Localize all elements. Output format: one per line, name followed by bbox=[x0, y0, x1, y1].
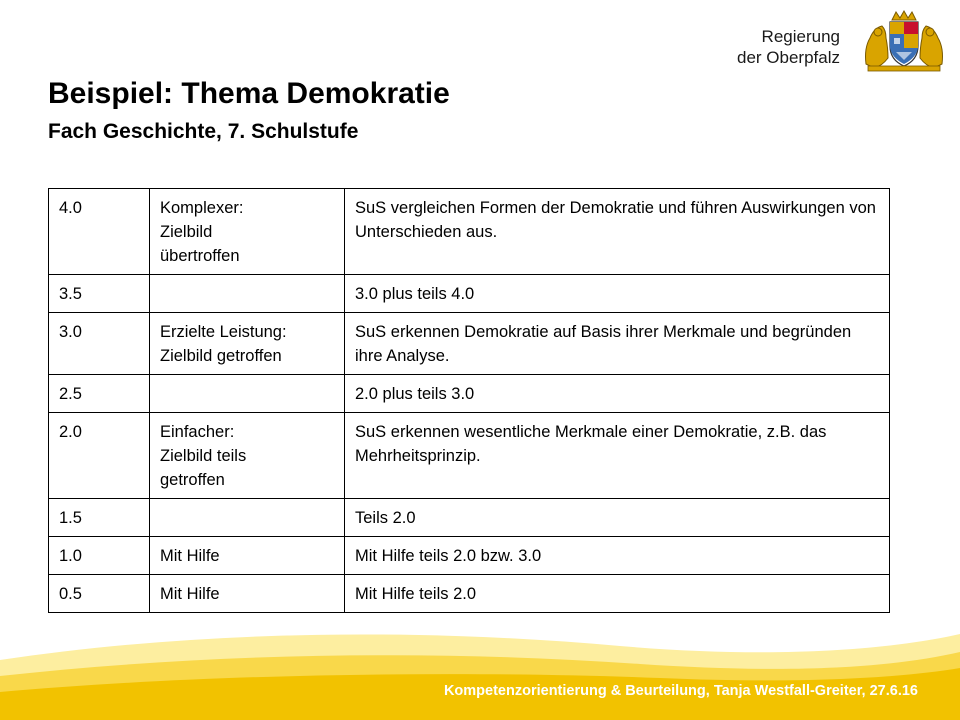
description-cell: Mit Hilfe bbox=[150, 575, 345, 613]
description-cell: Komplexer: Zielbild übertroffen bbox=[150, 189, 345, 275]
footer-text: Kompetenzorientierung & Beurteilung, Tanja Westfall-Greiter, 27.6.16 bbox=[443, 683, 918, 699]
organization-name bbox=[700, 26, 840, 68]
criteria-cell: Mit Hilfe teils 2.0 bbox=[345, 575, 890, 613]
criteria-cell: 2.0 plus teils 3.0 bbox=[345, 375, 890, 413]
grading-scale-table bbox=[48, 188, 890, 613]
level-cell: 2.0 bbox=[49, 413, 150, 499]
slide-subtitle: Fach Geschichte, 7. Schulstufe bbox=[48, 120, 359, 143]
organization-name-line2: der Oberpfalz bbox=[737, 48, 840, 67]
description-cell bbox=[150, 275, 345, 313]
level-cell: 3.0 bbox=[49, 313, 150, 375]
table-row bbox=[49, 499, 890, 537]
table-row bbox=[49, 313, 890, 375]
criteria-cell: SuS erkennen wesentliche Merkmale einer Demokratie, z.B. das Mehrheitsprinzip. bbox=[345, 413, 890, 499]
level-cell: 1.5 bbox=[49, 499, 150, 537]
footer-wave-decoration bbox=[0, 612, 960, 720]
description-cell: Erzielte Leistung: Zielbild getroffen bbox=[150, 313, 345, 375]
level-cell: 1.0 bbox=[49, 537, 150, 575]
description-cell bbox=[150, 499, 345, 537]
criteria-cell: SuS erkennen Demokratie auf Basis ihrer Merkmale und begründen ihre Analyse. bbox=[345, 313, 890, 375]
description-cell bbox=[150, 375, 345, 413]
table-row bbox=[49, 189, 890, 275]
table-row bbox=[49, 537, 890, 575]
level-cell: 3.5 bbox=[49, 275, 150, 313]
level-cell: 2.5 bbox=[49, 375, 150, 413]
criteria-cell: SuS vergleichen Formen der Demokratie und führen Auswirkungen von Unterschieden aus. bbox=[345, 189, 890, 275]
organization-name-line1: Regierung bbox=[761, 27, 840, 46]
table-row bbox=[49, 575, 890, 613]
table-row bbox=[49, 375, 890, 413]
slide-title: Beispiel: Thema Demokratie bbox=[48, 77, 450, 110]
bavarian-coat-of-arms-icon bbox=[856, 8, 952, 74]
description-cell: Einfacher: Zielbild teils getroffen bbox=[150, 413, 345, 499]
criteria-cell: Teils 2.0 bbox=[345, 499, 890, 537]
criteria-cell: Mit Hilfe teils 2.0 bzw. 3.0 bbox=[345, 537, 890, 575]
level-cell: 0.5 bbox=[49, 575, 150, 613]
description-cell: Mit Hilfe bbox=[150, 537, 345, 575]
table-row bbox=[49, 275, 890, 313]
criteria-cell: 3.0 plus teils 4.0 bbox=[345, 275, 890, 313]
table-row bbox=[49, 413, 890, 499]
level-cell: 4.0 bbox=[49, 189, 150, 275]
